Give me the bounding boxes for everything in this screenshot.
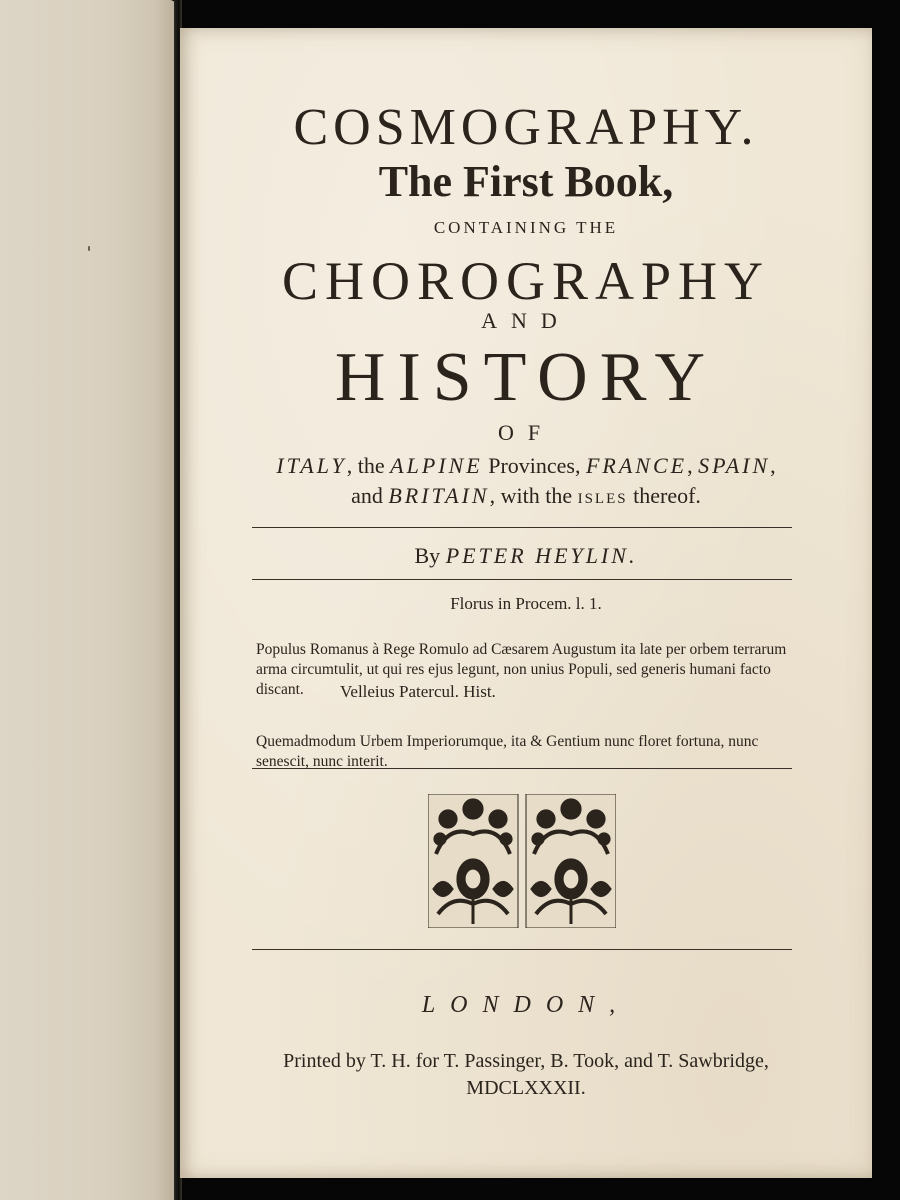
place-italy: ITALY xyxy=(276,453,347,478)
rule-under-epigraph xyxy=(252,768,792,769)
imprint-city: LONDON, xyxy=(421,992,631,1018)
places-text: , xyxy=(770,453,776,478)
title-cosmography: COSMOGRAPHY. xyxy=(293,99,759,156)
word-isles: ISLES xyxy=(577,491,628,507)
places-line-2 xyxy=(180,483,872,509)
places-text: Provinces, xyxy=(482,453,586,478)
place-alpine: ALPINE xyxy=(390,453,483,478)
author-line xyxy=(180,543,872,569)
title-first-book: The First Book, xyxy=(378,157,674,206)
places-text: , xyxy=(687,453,699,478)
title-containing: CONTAINING THE xyxy=(433,218,619,237)
place-france: FRANCE xyxy=(585,453,688,478)
places-text: and xyxy=(351,483,389,508)
places-text: thereof. xyxy=(627,483,701,508)
title-history: HISTORY xyxy=(334,339,718,416)
places-text: , with the xyxy=(489,483,578,508)
epigraph-source-velleius: Velleius Patercul. Hist. xyxy=(340,682,496,701)
places-line-1 xyxy=(180,453,872,479)
epigraph-source-florus: Florus in Procem. l. 1. xyxy=(450,594,602,613)
rule-top xyxy=(252,527,792,528)
rule-above-imprint xyxy=(252,949,792,950)
author-prefix: By xyxy=(414,543,446,568)
printers-ornament xyxy=(428,794,616,928)
place-britain: BRITAIN xyxy=(388,483,490,508)
epigraph-quote-florus: Populus Romanus à Rege Romulo ad Cæsarem Augustum ita late per orbem terrarum arma circumtulit, ut qui res ejus legunt, non unius Populi, sed generis humani facto discant. xyxy=(256,640,787,698)
rule-under-author xyxy=(252,579,792,580)
title-of: OF xyxy=(497,420,555,445)
paper-speck xyxy=(88,246,90,251)
title-chorography: CHOROGRAPHY xyxy=(281,251,771,311)
author-name: PETER HEYLIN. xyxy=(445,543,638,568)
facing-blank-page xyxy=(0,0,176,1200)
places-text: , the xyxy=(346,453,391,478)
place-spain: SPAIN xyxy=(698,453,771,478)
imprint-printers: Printed by T. H. for T. Passinger, B. Took, and T. Sawbridge, MDCLXXXII. xyxy=(283,1050,769,1099)
epigraph-quote-velleius: Quemadmodum Urbem Imperiorumque, ita & Gentium nunc floret fortuna, nunc senescit, nunc interit. xyxy=(256,732,759,770)
title-page xyxy=(180,28,872,1178)
title-and: AND xyxy=(481,308,571,333)
